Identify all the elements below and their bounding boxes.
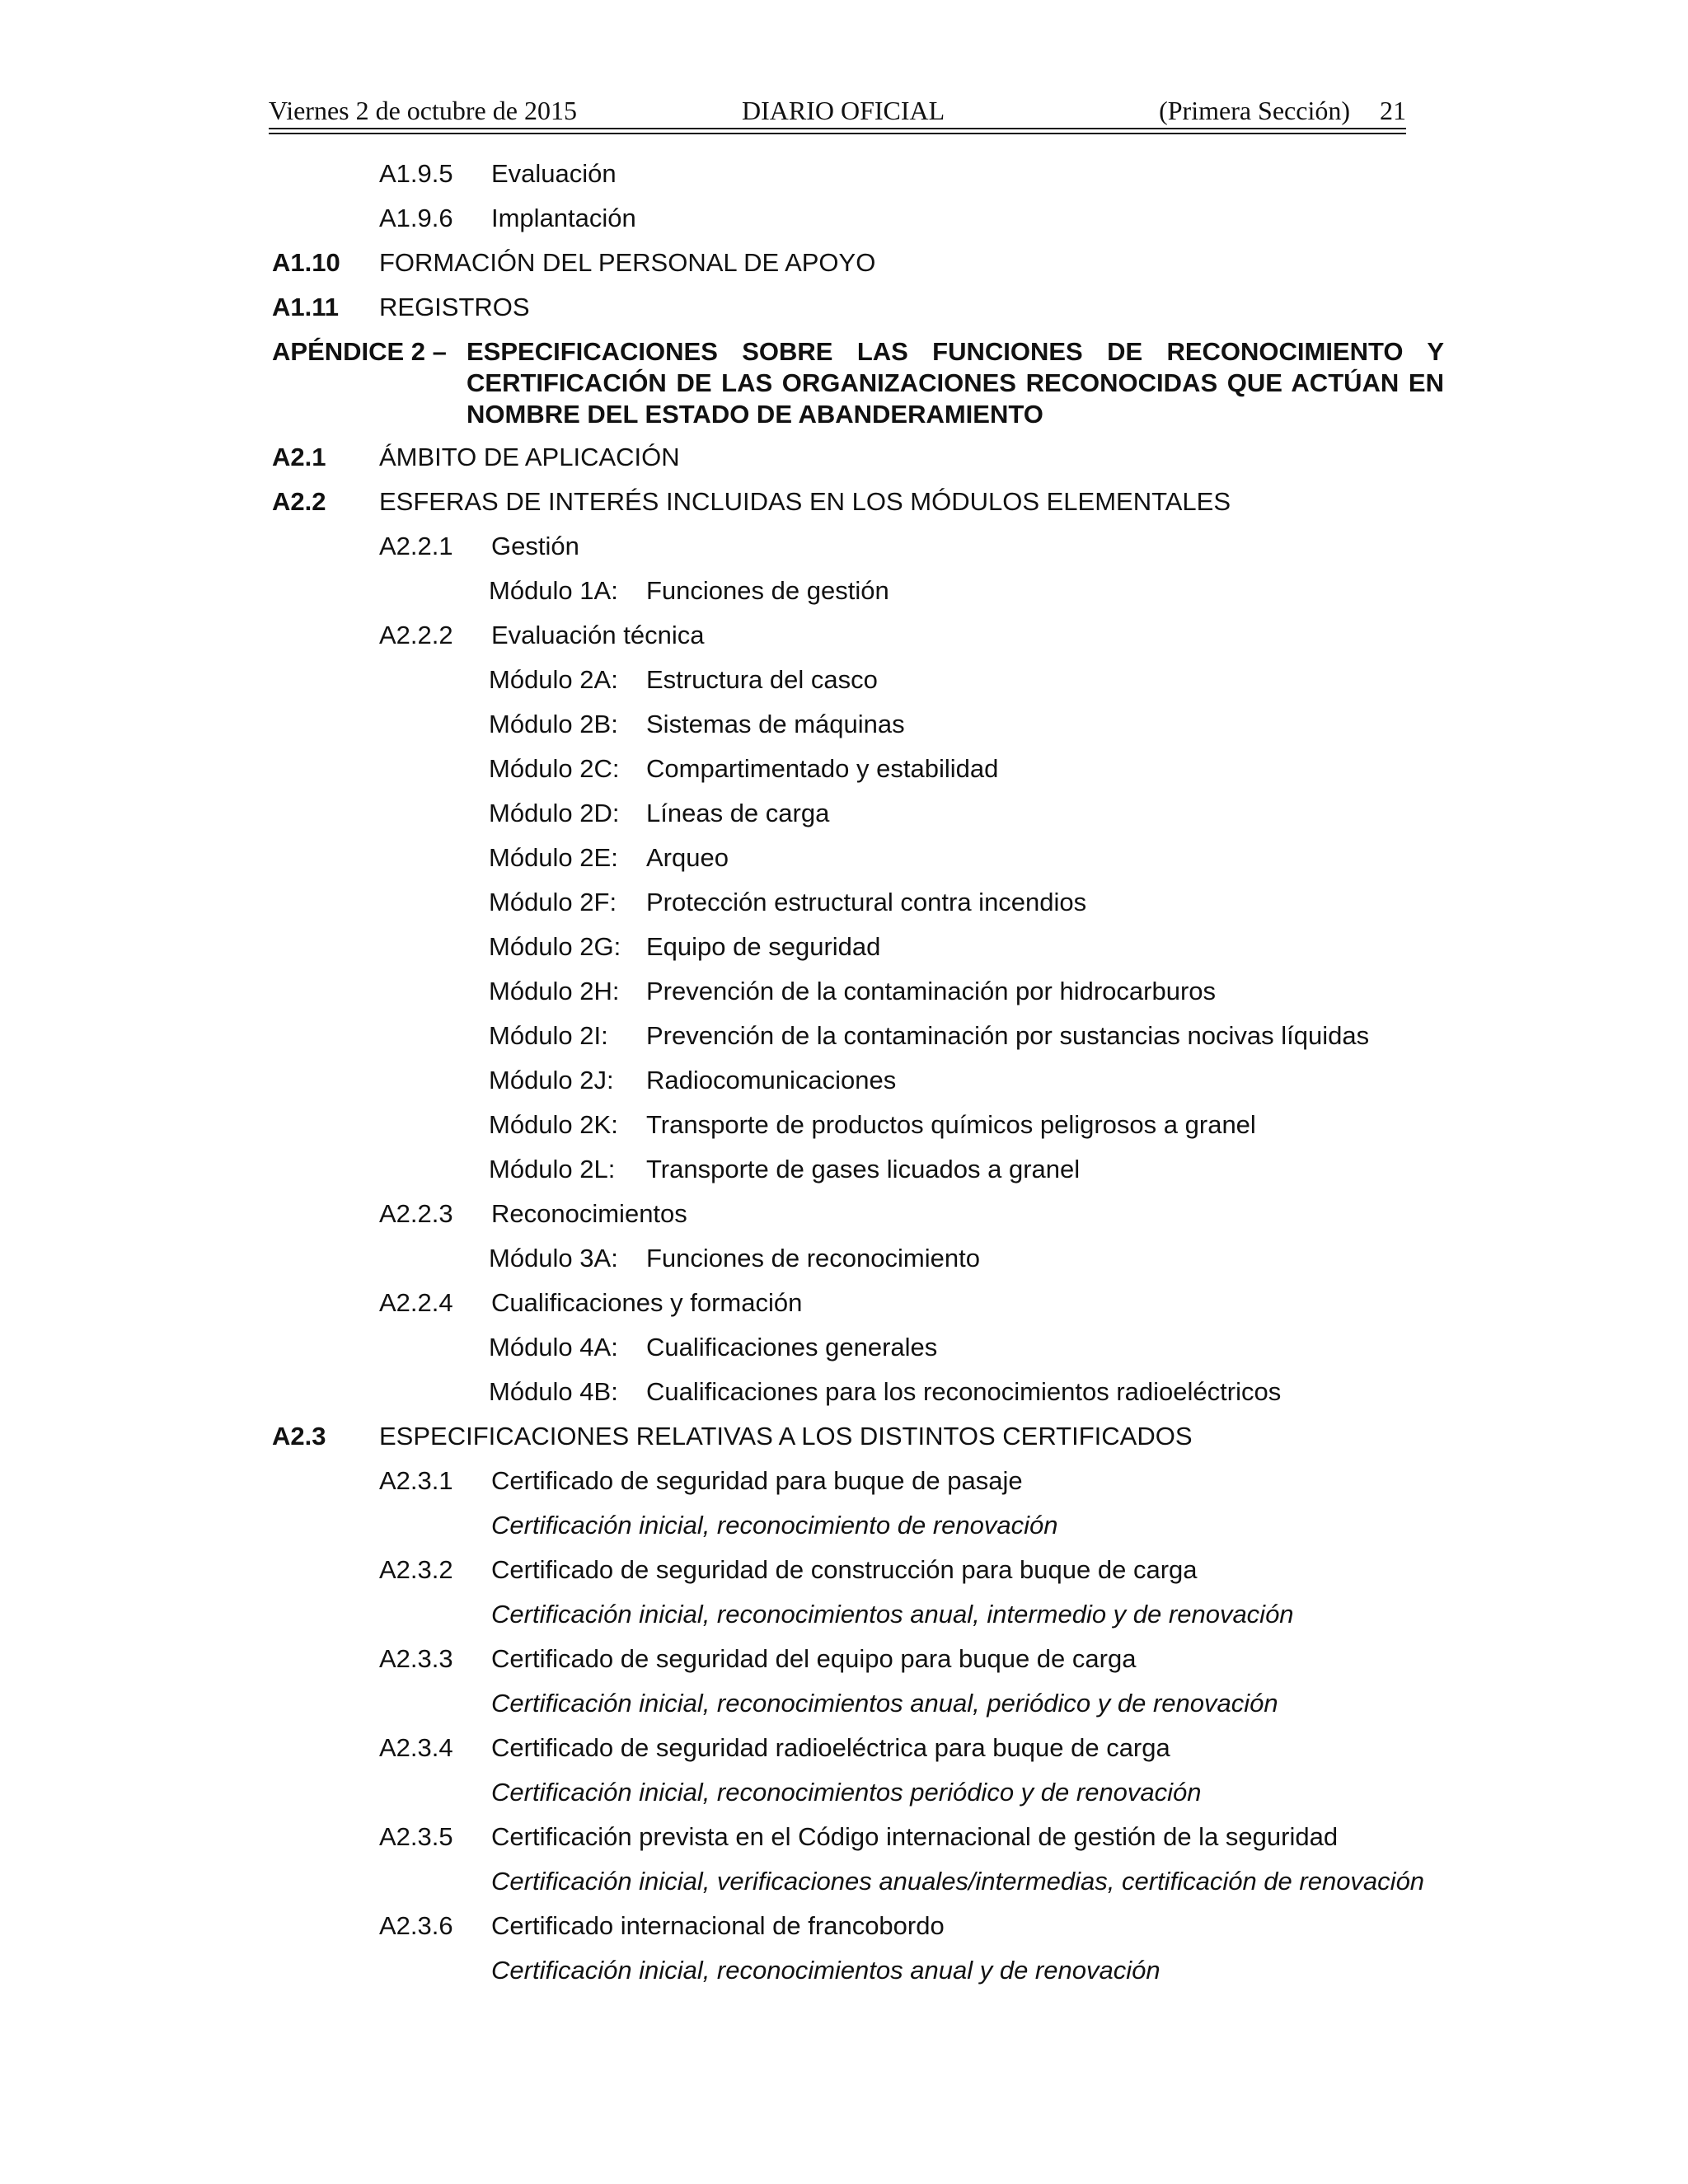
module-label: Módulo 2E:: [489, 843, 618, 872]
module-label: Módulo 2F:: [489, 888, 617, 916]
item-title: Certificado de seguridad para buque de pasaje: [491, 1466, 1023, 1495]
item-code: A2.3.2: [379, 1555, 453, 1584]
section-code: A2.1: [272, 443, 326, 471]
item-code: A2.2.2: [379, 621, 453, 649]
module-title: Funciones de gestión: [646, 576, 889, 605]
item-code: A2.3.5: [379, 1822, 453, 1851]
appendix-title-line-1: ESPECIFICACIONES SOBRE LAS FUNCIONES DE RECONOCIMIENTO Y: [467, 337, 1444, 366]
item-title: Gestión: [491, 532, 579, 560]
item-note: Certificación inicial, reconocimientos periódico y de renovación: [491, 1778, 1202, 1807]
item-title: Implantación: [491, 204, 636, 232]
module-title: Cualificaciones generales: [646, 1333, 938, 1361]
item-title: Evaluación técnica: [491, 621, 705, 649]
section-code: A2.2: [272, 487, 326, 516]
module-title: Líneas de carga: [646, 799, 830, 827]
item-title: Certificado de seguridad radioeléctrica para buque de carga: [491, 1733, 1170, 1762]
module-label: Módulo 2J:: [489, 1066, 614, 1094]
module-label: Módulo 4A:: [489, 1333, 618, 1361]
appendix-title-line-3: NOMBRE DEL ESTADO DE ABANDERAMIENTO: [467, 400, 1043, 429]
module-title: Prevención de la contaminación por sustancias nocivas líquidas: [646, 1021, 1370, 1050]
module-label: Módulo 1A:: [489, 576, 618, 605]
item-note: Certificación inicial, reconocimientos anual, intermedio y de renovación: [491, 1600, 1294, 1629]
header-publication: DIARIO OFICIAL: [742, 96, 945, 125]
section-code: A2.3: [272, 1422, 326, 1451]
item-code: A1.9.5: [379, 159, 453, 188]
module-label: Módulo 4B:: [489, 1377, 618, 1406]
header-rule-double: [269, 133, 1406, 134]
item-title: Certificado de seguridad del equipo para buque de carga: [491, 1644, 1137, 1673]
module-label: Módulo 2L:: [489, 1155, 616, 1183]
section-code: A1.10: [272, 248, 340, 277]
item-title: Certificado internacional de francobordo: [491, 1911, 945, 1940]
item-note: Certificación inicial, reconocimientos anual, periódico y de renovación: [491, 1689, 1278, 1718]
appendix-title-line-2: CERTIFICACIÓN DE LAS ORGANIZACIONES RECONOCIDAS QUE ACTÚAN EN: [467, 368, 1444, 397]
item-code: A2.2.3: [379, 1199, 453, 1228]
section-title: REGISTROS: [379, 293, 530, 321]
module-title: Radiocomunicaciones: [646, 1066, 897, 1094]
item-title: Reconocimientos: [491, 1199, 687, 1228]
item-code: A2.3.6: [379, 1911, 453, 1940]
item-code: A1.9.6: [379, 204, 453, 232]
section-code: A1.11: [272, 293, 340, 321]
item-code: A2.2.1: [379, 532, 453, 560]
module-title: Estructura del casco: [646, 665, 878, 694]
item-code: A2.3.4: [379, 1733, 453, 1762]
module-title: Cualificaciones para los reconocimientos radioeléctricos: [646, 1377, 1282, 1406]
item-title: Cualificaciones y formación: [491, 1288, 803, 1317]
module-label: Módulo 2B:: [489, 710, 618, 738]
section-title: FORMACIÓN DEL PERSONAL DE APOYO: [379, 248, 876, 277]
module-label: Módulo 2G:: [489, 932, 621, 961]
module-title: Sistemas de máquinas: [646, 710, 905, 738]
section-title: ESFERAS DE INTERÉS INCLUIDAS EN LOS MÓDULOS ELEMENTALES: [379, 487, 1231, 516]
module-title: Equipo de seguridad: [646, 932, 881, 961]
header-page-number: 21: [1380, 96, 1406, 125]
module-title: Compartimentado y estabilidad: [646, 754, 999, 783]
module-label: Módulo 2H:: [489, 977, 620, 1005]
header-rule: [269, 128, 1406, 129]
module-label: Módulo 2D:: [489, 799, 620, 827]
module-title: Transporte de gases licuados a granel: [646, 1155, 1081, 1183]
item-title: Certificado de seguridad de construcción para buque de carga: [491, 1555, 1198, 1584]
item-note: Certificación inicial, reconocimiento de renovación: [491, 1511, 1058, 1540]
item-code: A2.3.1: [379, 1466, 453, 1495]
item-code: A2.2.4: [379, 1288, 453, 1317]
item-note: Certificación inicial, reconocimientos anual y de renovación: [491, 1956, 1160, 1985]
appendix-label: APÉNDICE 2 –: [272, 337, 447, 366]
module-label: Módulo 2A:: [489, 665, 618, 694]
module-title: Prevención de la contaminación por hidrocarburos: [646, 977, 1217, 1005]
module-label: Módulo 3A:: [489, 1244, 618, 1272]
header-date: Viernes 2 de octubre de 2015: [269, 96, 577, 125]
module-label: Módulo 2C:: [489, 754, 620, 783]
item-code: A2.3.3: [379, 1644, 453, 1673]
module-title: Funciones de reconocimiento: [646, 1244, 980, 1272]
module-title: Protección estructural contra incendios: [646, 888, 1087, 916]
item-note: Certificación inicial, verificaciones anuales/intermedias, certificación de renovación: [491, 1867, 1425, 1896]
header-section: (Primera Sección): [1159, 96, 1350, 125]
module-label: Módulo 2I:: [489, 1021, 608, 1050]
module-title: Transporte de productos químicos peligrosos a granel: [646, 1110, 1256, 1139]
page-header: [269, 92, 1406, 130]
section-title: ÁMBITO DE APLICACIÓN: [379, 443, 680, 471]
item-title: Evaluación: [491, 159, 617, 188]
section-title: ESPECIFICACIONES RELATIVAS A LOS DISTINTOS CERTIFICADOS: [379, 1422, 1193, 1451]
module-title: Arqueo: [646, 843, 729, 872]
module-label: Módulo 2K:: [489, 1110, 618, 1139]
item-title: Certificación prevista en el Código internacional de gestión de la seguridad: [491, 1822, 1339, 1851]
